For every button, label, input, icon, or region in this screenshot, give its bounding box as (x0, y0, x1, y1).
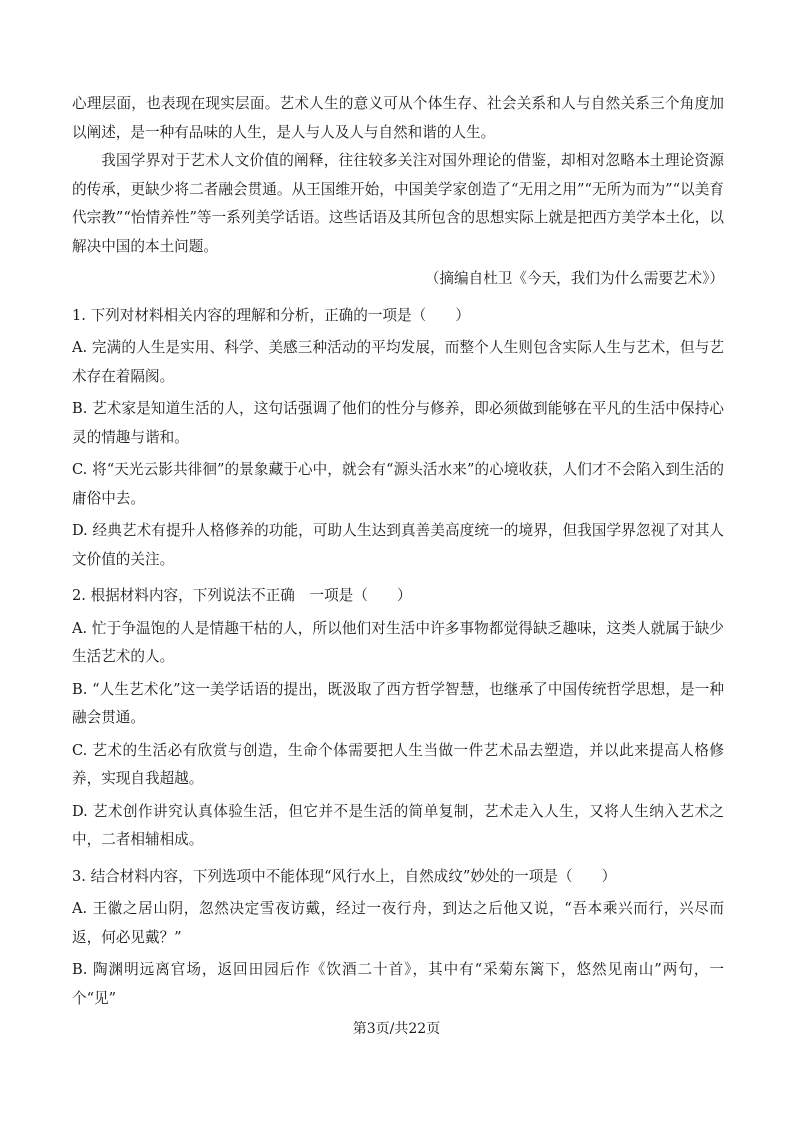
question-3 (72, 863, 724, 1014)
source-citation: （摘编自杜卫《今天，我们为什么需要艺术》） (424, 270, 724, 287)
option-b: B. 陶渊明远离官场，返回田园后作《饮酒二十首》，其中有“采菊东篱下，悠然见南山”两句，一个“见” (72, 961, 724, 1007)
option-c: C. 将“天光云影共徘徊”的景象藏于心中，就会有“源头活水来”的心境收获，人们才不会陷入到生活的庸俗中去。 (72, 461, 724, 507)
paragraph-continuation: 心理层面，也表现在现实层面。艺术人生的意义可从个体生存、社会关系和人与自然关系三个角度加以阐述，是一种有品味的人生，是人与人及人与自然和谐的人生。 (72, 95, 724, 141)
page-number: 第3页/共22页 (352, 1021, 441, 1037)
option-b: B. “人生艺术化”这一美学话语的提出，既汲取了西方哲学智慧，也继承了中国传统哲学思想，是一种融会贯通。 (72, 680, 724, 726)
question-stem: 3. 结合材料内容，下列选项中不能体现“风行水上，自然成纹”妙处的一项是（ ） (72, 867, 617, 885)
option-a: A. 完满的人生是实用、科学、美感三种活动的平均发展，而整个人生则包含实际人生与艺术，但与艺术存在着隔阂。 (72, 339, 724, 385)
question-1 (72, 302, 724, 575)
question-stem: 1. 下列对材料相关内容的理解和分析，正确的一项是（ ） (72, 306, 471, 324)
question-2 (72, 582, 724, 855)
paragraph: 我国学界对于艺术人文价值的阐释，往往较多关注对国外理论的借鉴，却相对忽略本土理论资源的传承，更缺少将二者融会贯通。从王国维开始，中国美学家创造了“无用之用”“无所为而为”“以美育代宗教”“怡情养性”等一系列美学话语。这些话语及其所包含的思想实际上就是把西方美学本土化，以解决中国的本土问题。 (72, 152, 724, 255)
question-stem: 2. 根据材料内容，下列说法不正确 一项是（ ） (72, 587, 412, 604)
option-a: A. 王徽之居山阴，忽然决定雪夜访戴，经过一夜行舟，到达之后他又说，“吾本乘兴而行，兴尽而返，何必见戴？” (72, 900, 724, 946)
document-body (72, 90, 724, 1013)
option-b: B. 艺术家是知道生活的人，这句话强调了他们的性分与修养，即必须做到能够在平凡的生活中保持心灵的情趣与谐和。 (72, 400, 724, 446)
option-a: A. 忙于争温饱的人是情趣干枯的人，所以他们对生活中许多事物都觉得缺乏趣味，这类人就属于缺少生活艺术的人。 (72, 619, 724, 665)
option-d: D. 经典艺术有提升人格修养的功能，可助人生达到真善美高度统一的境界，但我国学界忽视了对其人文价值的关注。 (72, 522, 724, 568)
option-c: C. 艺术的生活必有欣赏与创造，生命个体需要把人生当做一件艺术品去塑造，并以此来提高人格修养，实现自我超越。 (72, 741, 724, 787)
option-d: D. 艺术创作讲究认真体验生活，但它并不是生活的简单复制，艺术走入人生，又将人生纳入艺术之中，二者相辅相成。 (72, 802, 724, 848)
